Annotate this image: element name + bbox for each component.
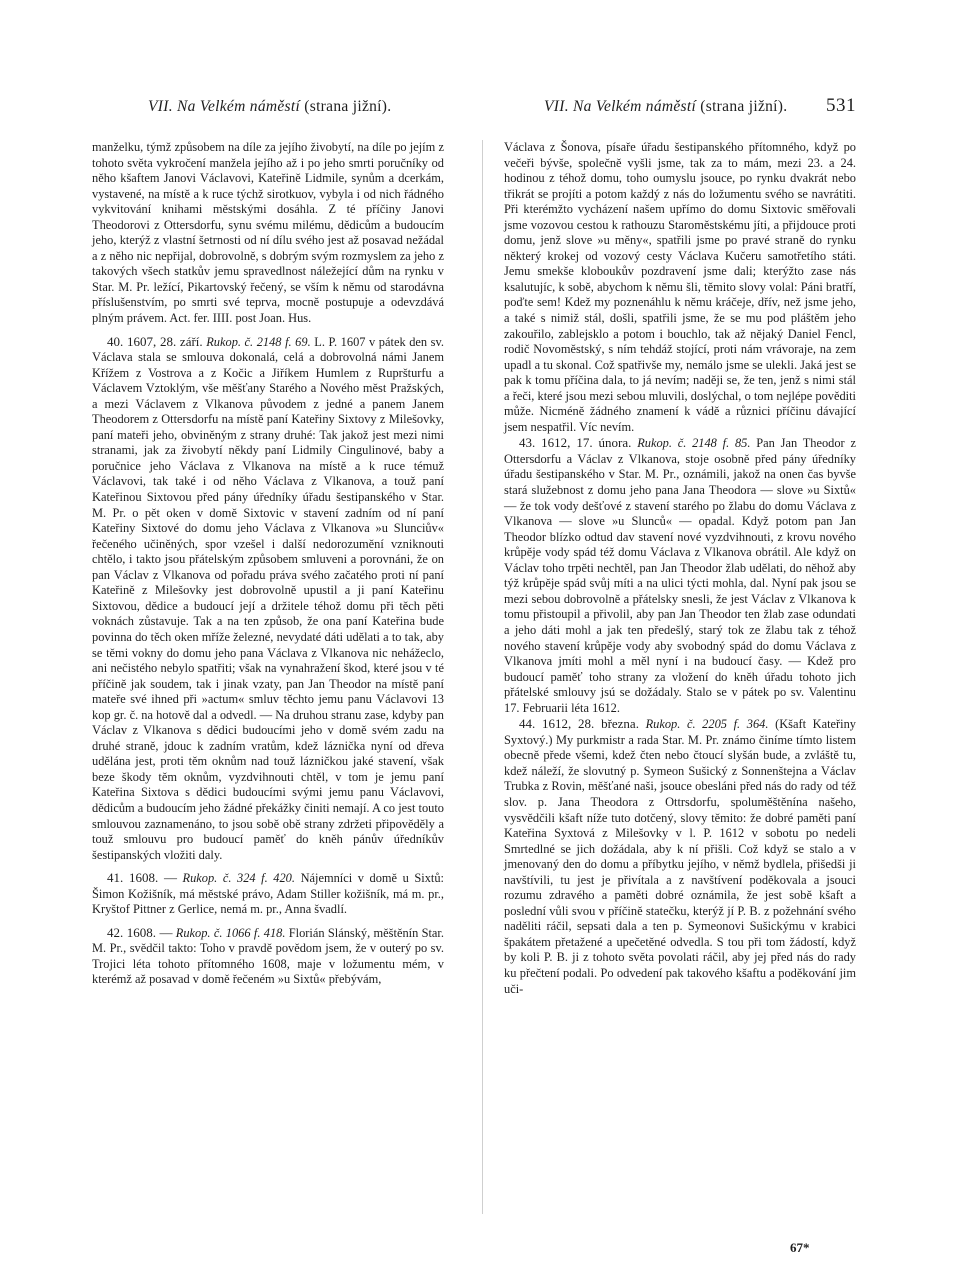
entry-42-citation: Rukop. č. 1066 f. 418. [175, 925, 286, 940]
entry-42 [92, 925, 444, 988]
entry-43 [504, 435, 856, 716]
right-paragraph-continued: Václava z Šonova, písaře úřadu šestipanského přítomného, když po večeři bývše, společně vyšli jsme, tak za to mám, mezi 23. a 24. hodinou z téhož domu, toho oumyslu jsouce, po rynku dvakrát nebo třikrát se projíti a potom každý z nás do ložumentu svého se navrátiti. Při kterémžto vycházení našem upřímo do domu Sixtovic směřovali jsme vozovou cestou k rathouzu Staroměstskému jíti, a přijdouce proti domu, jenž slove »u měny«, spatřili jsme po pravé straně do rynku některý krokej od vozový cesty Václava Kučeru samotřetího státi. Jemu smekše kloboukův pozdravení jsme dali; kterýžto zase nás ksalutujíc, k sobě, abychom k němu šli, těmito slovy volal: Páni bratří, poďte sem! Kdež my poznenáhlu k němu kráčeje, dřív, než jsme jeho, a také s nimiž stál, došli, spatřili jsme, že se mu pod pláštěm jeho zakouřilo, zablejsklo a potom i bouchlo, tak až nějaký Daniel Fencl, rodič Novoměstský, s ním tehdáž stojící, proti nám vrávoraje, na zem upadl a tu skonal. Což spatřivše my, nemálo jsme se ulekli. Jaká jest se pak k tomu příčina dala, to já nevím; naději se, že ten, jenž s nimi stál a řeči, které jsou mezi sebou mluvili, doslýchal, o tom nejlépe pověditi může. Nicméně žádného znamení k vádě a různici příčinu dávající jsem nespatřil. Víc nevím. [504, 140, 856, 434]
running-head-right-title: VII. Na Velkém náměstí [544, 98, 697, 115]
running-head-left-title: VII. Na Velkém náměstí [148, 98, 301, 115]
entry-41-text: Nájemníci v domě u Sixtů: Šimon Kožišník, má městské právo, Adam Stiller kožišník, má m. pr., Kryštof Pittner z Gerlice, nemá m. pr., Anna švadlí. [92, 871, 444, 917]
column-divider [482, 140, 483, 1214]
running-head-right-suffix: (strana jižní). [700, 98, 788, 115]
entry-44 [504, 716, 856, 997]
entry-41-citation: Rukop. č. 324 f. 420. [182, 871, 295, 886]
running-head-left-suffix: (strana jižní). [304, 98, 392, 115]
left-paragraph-continued: manželku, týmž způsobem na díle za jejího živobytí, na díle po jejím z tohoto světa vykročení manžela jejího až i po jeho smrti poručníky od něho kšaftem Janovi Václavovi, Kateřině Lidmile, synům a dcerkám, vystavené, na místě a k ruce týchž sirotkuov, vybyla i od nich řádného vykvitování knihami městskými dosáhla. Z té příčiny Janovi Theodorovi z Ottersdorfu, synu svému milému, dědicům a budoucím jeho, kterýž z vlastní šetrnosti od ní dílu svého jest až posavad nežádal a z něho nic nepřijal, dobrovolně, s dobrým svým rozmyslem za jeho z takových všech statkův jemu spravedlnost náležející dům na rynku v Star. M. Pr. ležící, Pikartovský řečený, se vším k němu od starodávna příslušenstvím, po smrti své teprva, mocně postupuje a odevzdává plným právem. Act. fer. IIII. post Joan. Hus. [92, 140, 444, 326]
running-head-left [148, 98, 468, 116]
entry-40-heading: 40. 1607, 28. září. [107, 333, 203, 349]
page-number: 531 [826, 95, 856, 116]
entry-44-text: (Kšaft Kateřiny Syxtový.) My purkmistr a rada Star. M. Pr. známo činíme tímto listem obecně přede všemi, kdež čten nebo čtoucí slyšán bude, a zvláště tu, kdež náleží, že slovutný p. Symeon Sušický z Sonnenštejna a Václav Trubka z Rovin, měšťané naši, jsouce obesláni před nás do rady od též slov. p. Jana Theodora z Ottrsdorfu, spoluměštěnína našeho, vysvědčili kšaft níže tuto dotčený, slovy těmito: že dobré paměti paní Kateřina Syxtová z Milešovky v l. P. 1612 v sobotu po nedeli Smrtedlné se jich dožádala, aby k ní přišli. Což když se stalo a v jmenovaný den do domu a příbytku jejího, v němž bydlela, přišedši ji navštívili, tu jest je přivítala a z navštívení poděkovala a jsouci rozumu zdravého a paměti dobré oznámila, že jest sobě kšaft a poslední vůli svou v příčině statečku, kterýž jí P. B. z požehnání svého naděliti ráčil, sepsati dala a ten p. Symeonovi Sušickýmu v krabici špakátem přetažené a upečetěné odvedla. S tou při tom žádostí, když by koli P. B. ji z tohoto světa povolati ráčil, aby jej před nás do rady ku přečtení podali. Po odvedení pak takového kšaftu a poděkování jim uči- [504, 717, 856, 996]
entry-40-text: L. P. 1607 v pátek den sv. Václava stala se smlouva dokonalá, celá a dobrovolná námi Janem Křížem z Vostrova a z Kočic a Jiříkem Humlem z Rupršturfu a Václavem Vztoklým, vše měšťany Starého a Nového měst Pražských, a mezi Václavem z Vlkanova původem z jedné a panem Janem Theodorem z Ottersdorfu na místě paní Kateřiny Sixtovy z Milešovky, paní mateři jeho, obviněným z strany druhé: Tak jakož jest mezi nimi stranami, jak za živobytí někdy paní Lidmily Cingulinové, baby a poručnice jeho Václava z Vlkanova na místě a k ruce témuž Václavovi, tak také i od něho Václava z Vlkanova, a touž paní Kateřinou Sixtovou před pány úředníky úřadu šestipanského v Star. M. Pr. o pět oken v domě Sixtovic v stavení zadním od ní paní Kateřiny Sixtové do domu jeho Václava z Vlkanova »u Slunciův« řečeného učiněných, spor vzešel i další nedorozumění vzniknouti chtělo, i takto jsou přátelským způsobem smluveni a porovnáni, že on pan Václav z Vlkanova od pořadu práva svého začatého proti ní paní Kateřině z Milešovky jest dobrovolně upustil a ji paní Kateřinu Sixtovou, dědice a budoucí její a držitele téhož domu při těch pěti voknách zůstavuje. Tak a na ten způsob, že ona paní Kateřina bude povinna do těch oken mříže železné, nevydaté dáti udělati a to tak, aby se těmi vokny do domu jeho pana Václava z Vlkanova nic nehážeclo, ani nečistého nebylo spatřiti; však na vynahražení škod, které jsou v té příčině jak soudem, tak i jinak vzaty, pan Jan Theodor na místě paní mateře své ihned při »actum« smluv těchto jemu panu Václavovi 13 kop gr. č. na hotově dal a odvedl. — Na druhou stranu zase, kdyby pan Václav z Vlkanova s dědici budoucími jeho v domě svém zadu na druhé straně, jdouc k zadním vratům, kdež láznička nyní od dřeva udělána jest, proti těm oknům nad touž lázničkou jaké stavení, však beze škody těm oknům, vyzdvihnouti chtěl, v tom je jemu paní Kateřina Sixtova s dědici budoucími svými jemu panu Václavovi, dědicům a budoucím jeho žádné překážky činiti nemají. A co jest touto smlouvou zaznamenáno, to jsou sobě obě strany zdržeti připověděly a touž smlouvu pro budoucí paměť do kněh pánův úředníkův šestipanských vložiti daly. [92, 334, 444, 862]
entry-40 [92, 334, 444, 864]
entry-41 [92, 870, 444, 918]
entry-44-heading: 44. 1612, 28. března. [519, 716, 639, 732]
signature-mark: 67* [790, 1240, 810, 1255]
entry-43-citation: Rukop. č. 2148 f. 85. [637, 436, 751, 451]
entry-42-heading: 42. 1608. — [107, 924, 173, 940]
running-head-right [544, 98, 824, 116]
entry-42-text: Florián Slánský, měštěnín Star. M. Pr., svědčil takto: Toho v pravdě povědom jsem, že v outerý po sv. Trojici léta tohoto přítomného 1608, maje v ložumentu mém, v kterémž až posavad v domě řečeném »u Sixtů« přebývám, [92, 925, 444, 987]
entry-43-text: Pan Jan Theodor z Ottersdorfu a Václav z Vlkanova, stoje osobně před pány úředníky úřadu šestipanského v Star. M. Pr., oznámili, jakož na onen čas byvše stará služebnost z domu jeho pana Jana Theodora — slove »u Sixtů« — že tok vody dešťové z stavení starého po žlabu do domu Václava z Vlkanova — slove »u Slunců« — opadal. Když potom pan Jan Theodor blízko odtud dav stavení nové vyzdvihnouti, z krovu nového krůpěje vody spád též domu Václava z Vlkanova obrátil. Ale když on Václav toho trpěti nechtěl, pan Jan Theodor žlab udělati, do něhož aby týž krůpěje spád svůj míti a na ulici týcti mohla, dal. Nyní pak jsou se mezi sebou dobrovolně a přátelsky snesli, že jest Václav z Vlkanova k tomu přistoupil a přivolil, aby pan Jan Theodor ten žlab zase odundati a jeho dáti mohl a jak ten předešlý, starý tok ze žlabu tak z téhož nového stavení krůpěje vody aby svobodný spád do domu Václava z Vlkanova jmíti mohl a měl nyní i na budoucí časy. — Kdež pro budoucí paměť toho strany za vložení do kněh úřadu tohoto jich přátelské smlouvy jsú se dožádaly. Stalo se v pátek po sv. Valentinu 17. Februarii léta 1612. [504, 436, 856, 715]
entry-41-heading: 41. 1608. — [107, 870, 177, 886]
entry-43-heading: 43. 1612, 17. února. [519, 435, 632, 451]
right-column [504, 140, 856, 997]
entry-40-citation: Rukop. č. 2148 f. 69. [206, 334, 311, 349]
left-column [92, 140, 444, 988]
entry-44-citation: Rukop. č. 2205 f. 364. [645, 717, 769, 732]
